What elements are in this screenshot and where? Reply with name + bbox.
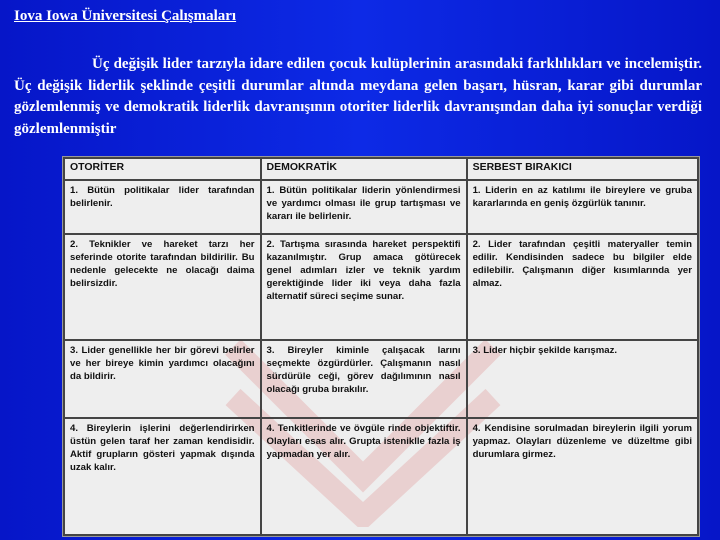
table-cell: 4. Tenkitlerinde ve övgüle rinde objektiftir. Olayları esas alır. Grupta isteniklle fazla iş yapmadan yer alır. <box>261 418 467 535</box>
page-title: Iova Iowa Üniversitesi Çalışmaları <box>14 8 237 24</box>
table-cell: 4. Bireylerin işlerini değerlendirirken üstün gelen taraf her zaman kendisidir. Aktif grupların gösteri yapmak dışında uzak kalır. <box>64 418 261 535</box>
table-cell: 4. Kendisine sorulmadan bireylerin ilgili yorum yapmaz. Olayları düzenleme ve düzeltme gibi durumlara girmez. <box>467 418 698 535</box>
table-cell: 3. Lider hiçbir şekilde karışmaz. <box>467 340 698 419</box>
table-row <box>64 180 698 234</box>
table-cell: 2. Lider tarafından çeşitli materyaller temin edilir. Kendisinden sadece bu bilgiler elde edilebilir. Çalışmanın diğer kısımlarında yer almaz. <box>467 234 698 340</box>
header-otoriter: OTORİTER <box>64 158 261 180</box>
intro-paragraph: Üç değişik lider tarzıyla idare edilen çocuk kulüplerinin arasındaki farklılıkları ve incelemiştir. Üç değişik liderlik şeklinde çeşitli durumlar altında meydana gelen başarı, hüsran, karar gibi durumlar gözlemlenmiş ve demokratik liderlik davranışının otoriter liderlik davranışından daha iyi sonuçlar verdiği gözlemlenmiştir <box>14 56 702 137</box>
table-cell: 2. Tartışma sırasında hareket perspektifi kazanılmıştır. Grup amaca götürecek genel adımları izler ve teknik yardım gerektiğinde lider iki veya daha fazla alternatif süreci seçime sunar. <box>261 234 467 340</box>
table-cell: 1. Bütün politikalar liderin yönlendirmesi ve yardımcı olması ile grup tartışması ve kararı ile belirlenir. <box>261 180 467 234</box>
leadership-table-image <box>62 156 700 537</box>
table-cell: 1. Bütün politikalar lider tarafından belirlenir. <box>64 180 261 234</box>
table-cell: 3. Bireyler kiminle çalışacak larını seçmekte özgürdürler. Çalışmanın nasıl sürdürüle ceği, görev dağılımının nasıl olacağı gruba bırakılır. <box>261 340 467 419</box>
table-row <box>64 340 698 419</box>
table-cell: 1. Liderin en az katılımı ile bireylere ve gruba kararlarında en geniş özgürlük tanınır. <box>467 180 698 234</box>
header-demokratik: DEMOKRATİK <box>261 158 467 180</box>
header-serbest-birakici: SERBEST BIRAKICI <box>467 158 698 180</box>
leadership-styles-table <box>63 157 699 536</box>
table-cell: 2. Teknikler ve hareket tarzı her seferinde otorite tarafından bildirilir. Bu nedenle gelecekte ne olacağı daima belirsizdir. <box>64 234 261 340</box>
table-row <box>64 234 698 340</box>
table-row <box>64 418 698 535</box>
table-cell: 3. Lider genellikle her bir görevi belirler ve her bireye kimin yardımcı olacağını da bildirir. <box>64 340 261 419</box>
